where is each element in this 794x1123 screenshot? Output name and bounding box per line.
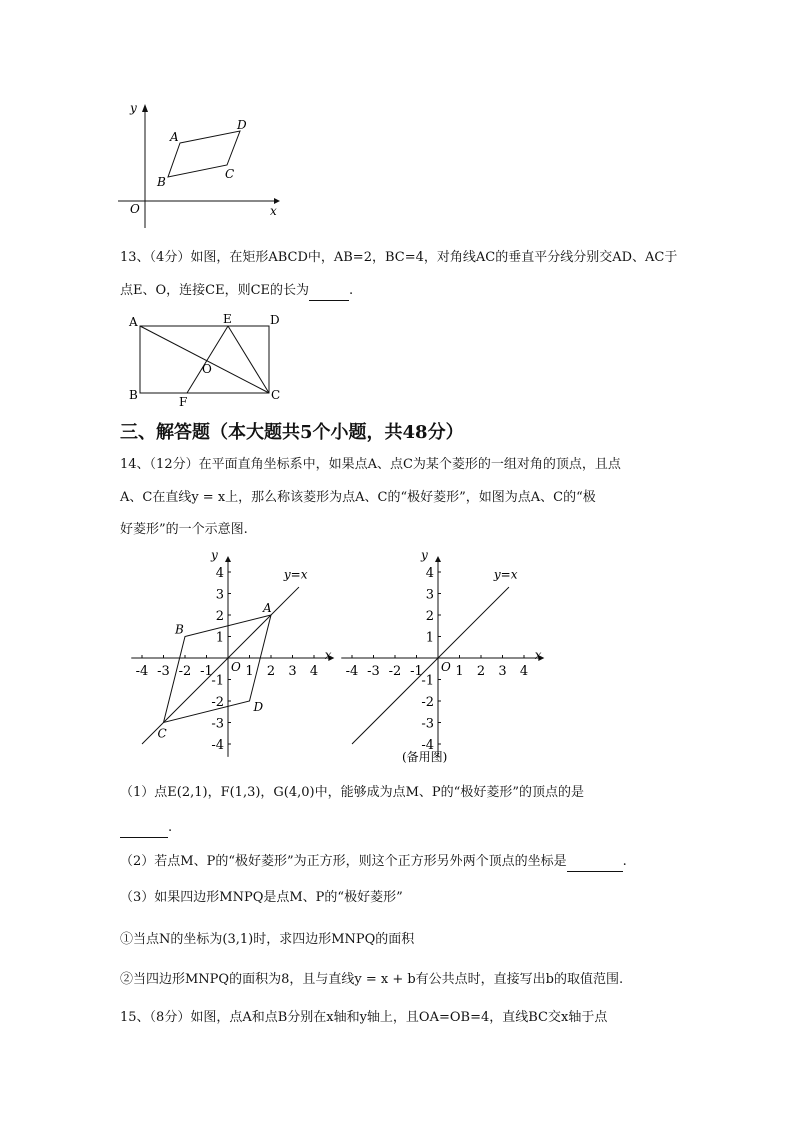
- q13-line2: [120, 281, 353, 301]
- y-tick-label: 2: [425, 609, 434, 624]
- origin-label: O: [231, 660, 241, 674]
- x-tick-label: -1: [200, 664, 213, 679]
- y-tick-label: 4: [425, 566, 434, 581]
- x-tick-label: -2: [388, 664, 402, 679]
- answer-blank: [309, 286, 349, 301]
- rect-b-label: B: [129, 388, 138, 402]
- line-y-equals-x-label: y=x: [283, 567, 308, 582]
- y-tick-label: -2: [211, 695, 224, 710]
- figure-q14-left: [125, 548, 335, 773]
- line-y-equals-x-label: y=x: [493, 567, 518, 582]
- figure-q12: [110, 98, 290, 233]
- y-tick-label: -4: [211, 738, 224, 753]
- y-tick-label: -1: [421, 673, 434, 689]
- answer-blank: [120, 823, 168, 838]
- q14-part2: [120, 852, 627, 872]
- x-tick-label: 2: [476, 664, 486, 679]
- q14-line3: 好菱形”的一个示意图.: [120, 522, 248, 537]
- q14-part1: （1）点E(2,1)，F(1,3)，G(4,0)中，能够成为点M、P的“极好菱形”的顶点的是: [120, 785, 584, 800]
- y-axis-label: y: [130, 101, 137, 115]
- x-tick-label: -3: [157, 664, 170, 679]
- point-c-label: C: [225, 167, 235, 181]
- point-b-label: B: [157, 175, 166, 189]
- figure-q13-rectangle: [125, 310, 290, 410]
- point-c-label: C: [157, 726, 167, 741]
- x-tick-label: 2: [266, 664, 276, 679]
- x-tick-label: 3: [288, 664, 297, 679]
- y-axis-arrow: [225, 556, 231, 562]
- rect-f-label: F: [179, 395, 188, 409]
- point-a-label: A: [263, 601, 272, 615]
- rect-a-label: A: [129, 315, 138, 329]
- x-tick-label: 1: [245, 664, 254, 679]
- q14-part1-answer: [120, 818, 172, 838]
- y-tick-label: -3: [211, 716, 224, 732]
- y-axis-label: y: [421, 548, 428, 563]
- x-tick-label: -1: [410, 664, 423, 679]
- q15-line1: 15、（8分）如图，点A和点B分别在x轴和y轴上，且OA=OB=4，直线BC交x轴于点: [120, 1010, 608, 1025]
- q14-line1: 14、（12分）在平面直角坐标系中，如果点A、点C为某个菱形的一组对角的顶点，且点: [120, 457, 621, 472]
- y-tick-label: 3: [425, 587, 434, 603]
- q14-part1-end: .: [168, 820, 173, 835]
- answer-blank: [567, 857, 623, 872]
- y-axis-label: y: [211, 548, 218, 563]
- x-tick-label: -2: [178, 664, 192, 679]
- q14-line2: A、C在直线y = x上，那么称该菱形为点A、C的“极好菱形”，如图为点A、C的“极: [120, 490, 596, 505]
- figure-q14-right: [335, 548, 545, 773]
- q14-sub2: ②当四边形MNPQ的面积为8，且与直线y = x + b有公共点时，直接写出b的取值范围.: [120, 972, 624, 987]
- y-tick-label: -1: [211, 673, 224, 689]
- q14-part2-text: （2）若点M、P的“极好菱形”为正方形，则这个正方形另外两个顶点的坐标是: [120, 854, 567, 869]
- spare-figure-caption: (备用图): [402, 749, 448, 764]
- x-tick-label: -4: [345, 664, 359, 679]
- x-axis-label: x: [324, 648, 332, 662]
- y-tick-label: 3: [215, 587, 224, 603]
- y-tick-label: 4: [215, 566, 224, 581]
- y-axis-arrow: [435, 556, 441, 562]
- x-tick-label: 3: [498, 664, 507, 679]
- point-b-label: B: [175, 622, 184, 637]
- rect-o-label: O: [202, 362, 212, 376]
- q14-part2-end: .: [622, 854, 627, 869]
- point-a-label: A: [170, 130, 179, 144]
- q13-line2-text: 点E、O，连接CE，则CE的长为: [120, 283, 310, 298]
- point-d-label: D: [253, 700, 264, 714]
- y-tick-label: -2: [421, 695, 434, 710]
- y-tick-label: -4: [421, 738, 434, 753]
- x-tick-label: -3: [367, 664, 380, 679]
- rect-c-label: C: [271, 388, 281, 402]
- q13-line2-end: .: [349, 283, 354, 298]
- x-tick-label: 1: [455, 664, 464, 679]
- y-tick-label: -3: [421, 716, 434, 732]
- section-title: 三、解答题（本大题共5个小题，共48分）: [120, 422, 464, 443]
- origin-label: O: [130, 202, 140, 216]
- rect-d-label: D: [270, 313, 280, 327]
- x-tick-label: -4: [135, 664, 149, 679]
- origin-label: O: [441, 660, 451, 674]
- x-axis-label: x: [534, 648, 542, 662]
- y-tick-label: 1: [425, 630, 434, 646]
- x-tick-label: 4: [519, 664, 529, 679]
- y-tick-label: 2: [215, 609, 224, 624]
- q13-line1: 13、（4分）如图，在矩形ABCD中，AB=2，BC=4，对角线AC的垂直平分线分别交AD、AC于: [120, 250, 678, 265]
- y-tick-label: 1: [215, 630, 224, 646]
- q14-sub1: ①当点N的坐标为(3,1)时，求四边形MNPQ的面积: [120, 932, 415, 947]
- point-d-label: D: [237, 118, 247, 132]
- x-tick-label: 4: [309, 664, 319, 679]
- q14-part3: （3）如果四边形MNPQ是点M、P的“极好菱形”: [120, 890, 403, 905]
- x-axis-label: x: [270, 204, 277, 218]
- rect-e-label: E: [223, 312, 232, 326]
